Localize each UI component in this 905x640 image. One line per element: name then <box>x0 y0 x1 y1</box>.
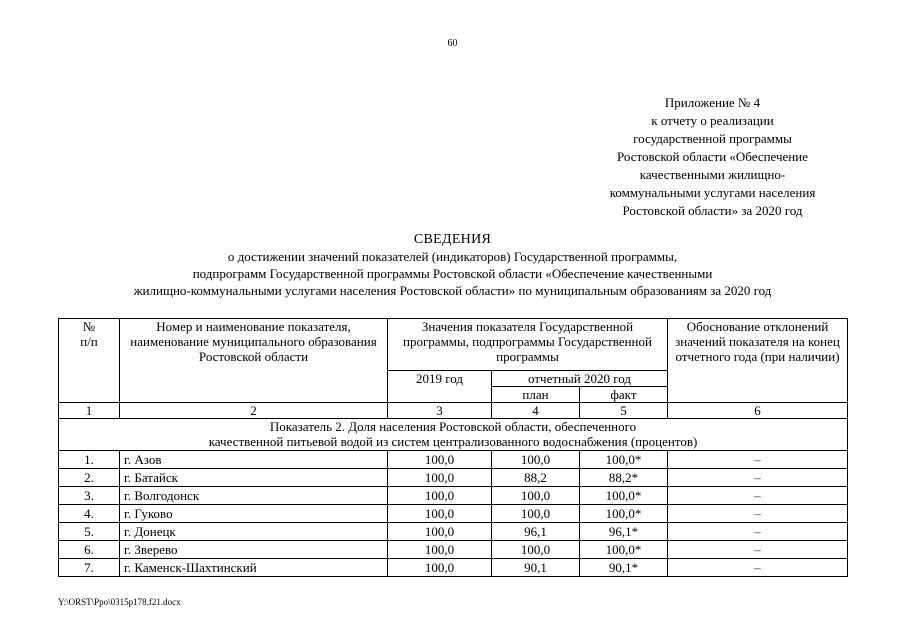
row-plan: 90,1 <box>492 559 580 577</box>
row-plan: 100,0 <box>492 487 580 505</box>
table-row <box>59 487 848 505</box>
row-value-2019: 100,0 <box>388 451 492 469</box>
row-justification: – <box>668 559 848 577</box>
appendix-line: Ростовской области» за 2020 год <box>622 203 803 218</box>
row-plan: 88,2 <box>492 469 580 487</box>
row-num: 1. <box>59 451 120 469</box>
header-num: № п/п <box>59 319 120 403</box>
row-num: 4. <box>59 505 120 523</box>
column-number: 5 <box>580 403 668 419</box>
row-justification: – <box>668 523 848 541</box>
section-heading-line: Показатель 2. Доля населения Ростовской области, обеспеченного <box>269 419 637 434</box>
row-plan: 100,0 <box>492 541 580 559</box>
row-value-2019: 100,0 <box>388 487 492 505</box>
indicator-table <box>58 318 848 577</box>
file-path-footer: Y:\ORST\Ppo\0315p178.f21.docx <box>58 597 181 607</box>
row-value-2019: 100,0 <box>388 523 492 541</box>
row-value-2019: 100,0 <box>388 505 492 523</box>
row-value-2019: 100,0 <box>388 559 492 577</box>
page-number: 60 <box>447 38 458 49</box>
row-fact: 90,1* <box>580 559 668 577</box>
appendix-line: Ростовской области «Обеспечение <box>616 149 808 164</box>
row-value-2019: 100,0 <box>388 469 492 487</box>
row-fact: 88,2* <box>580 469 668 487</box>
row-justification: – <box>668 469 848 487</box>
row-municipality: г. Каменск-Шахтинский <box>120 559 388 577</box>
table-row <box>59 451 848 469</box>
row-value-2019: 100,0 <box>388 541 492 559</box>
heading-line: жилищно-коммунальными услугами населения Ростовской области» по муниципальным образованиям за 2020 год <box>133 283 772 298</box>
appendix-line: качественными жилищно- <box>639 167 786 182</box>
column-number: 1 <box>59 403 120 419</box>
section-heading <box>59 419 848 451</box>
row-municipality: г. Донецк <box>120 523 388 541</box>
row-justification: – <box>668 487 848 505</box>
row-num: 6. <box>59 541 120 559</box>
appendix-block <box>590 94 835 220</box>
header-values-group: Значения показателя Государственной программы, подпрограммы Государственной программы <box>388 319 668 371</box>
row-plan: 96,1 <box>492 523 580 541</box>
appendix-line: Приложение № 4 <box>664 95 761 110</box>
row-plan: 100,0 <box>492 505 580 523</box>
row-municipality: г. Волгодонск <box>120 487 388 505</box>
row-justification: – <box>668 541 848 559</box>
column-number: 4 <box>492 403 580 419</box>
appendix-line: к отчету о реализации <box>651 113 774 128</box>
column-number: 6 <box>668 403 848 419</box>
appendix-line: государственной программы <box>633 131 792 146</box>
row-fact: 100,0* <box>580 505 668 523</box>
row-fact: 100,0* <box>580 451 668 469</box>
column-number: 2 <box>120 403 388 419</box>
table-row <box>59 469 848 487</box>
row-num: 7. <box>59 559 120 577</box>
section-heading-line: качественной питьевой водой из систем централизованного водоснабжения (процентов) <box>208 434 698 449</box>
appendix-line: коммунальными услугами населения <box>609 185 816 200</box>
row-municipality: г. Гуково <box>120 505 388 523</box>
row-plan: 100,0 <box>492 451 580 469</box>
row-municipality: г. Азов <box>120 451 388 469</box>
header-plan: план <box>492 387 580 403</box>
header-name: Номер и наименование показателя, наименование муниципального образования Ростовской области <box>120 319 388 403</box>
table-row <box>59 559 848 577</box>
row-fact: 100,0* <box>580 541 668 559</box>
heading-line: подпрограмм Государственной программы Ростовской области «Обеспечение качественными <box>192 266 713 281</box>
row-municipality: г. Зверево <box>120 541 388 559</box>
header-year-2019: 2019 год <box>388 371 492 403</box>
table-row <box>59 505 848 523</box>
header-justification: Обоснование отклонений значений показателя на конец отчетного года (при наличии) <box>668 319 848 403</box>
document-title: СВЕДЕНИЯ <box>413 232 492 247</box>
row-justification: – <box>668 451 848 469</box>
table-row <box>59 523 848 541</box>
document-heading <box>40 231 865 299</box>
header-reporting-year: отчетный 2020 год <box>492 371 668 387</box>
header-fact: факт <box>580 387 668 403</box>
row-municipality: г. Батайск <box>120 469 388 487</box>
table-row <box>59 541 848 559</box>
heading-line: о достижении значений показателей (индикаторов) Государственной программы, <box>227 249 678 264</box>
row-fact: 100,0* <box>580 487 668 505</box>
row-fact: 96,1* <box>580 523 668 541</box>
row-num: 5. <box>59 523 120 541</box>
column-number: 3 <box>388 403 492 419</box>
row-num: 2. <box>59 469 120 487</box>
row-num: 3. <box>59 487 120 505</box>
row-justification: – <box>668 505 848 523</box>
